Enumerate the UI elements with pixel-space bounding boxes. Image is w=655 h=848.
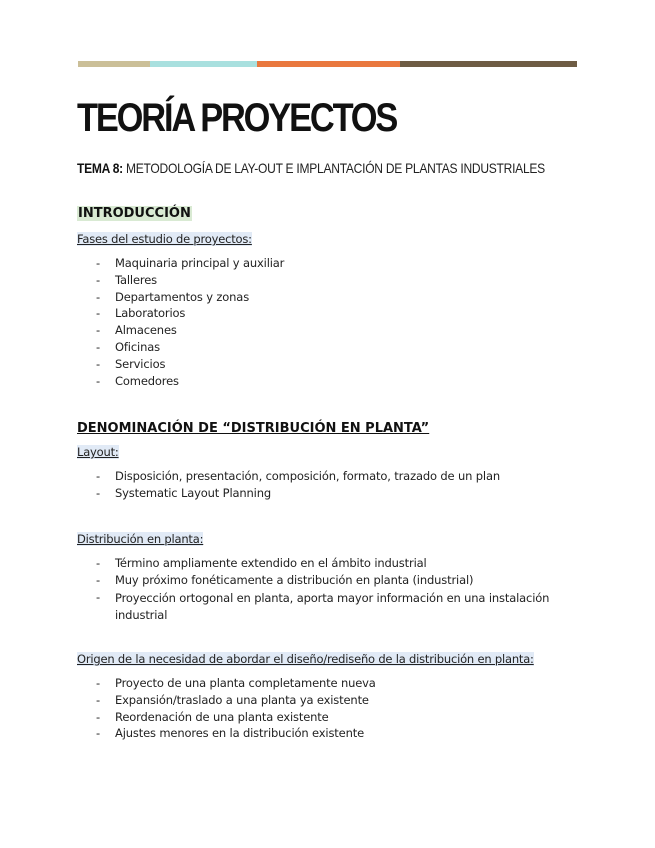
list-item: - Systematic Layout Planning [96,485,271,500]
origen-label: Origen de la necesidad de abordar el diseño/rediseño de la distribución en planta: [77,652,534,666]
color-bar-segment-1 [78,61,150,67]
list-item: - Ajustes menores en la distribución existente [96,726,365,741]
subtitle-prefix: TEMA 8: [77,160,123,176]
distribucion-list [0,556,655,624]
list-item: - Maquinaria principal y auxiliar [96,256,285,270]
distribucion-label: Distribución en planta: [77,532,204,546]
list-item: - Departamentos y zonas [96,289,250,304]
page-subtitle [77,160,545,176]
list-item: - Término ampliamente extendido en el ámbito industrial [96,556,427,570]
layout-label: Layout: [77,445,119,459]
fases-list [0,256,655,390]
intro-heading: INTRODUCCIÓN [78,206,191,221]
page-title: TEORÍA PROYECTOS [77,96,397,140]
list-item: - Muy próximo fonéticamente a distribución en planta (industrial) [96,572,474,587]
color-bar-segment-3 [257,61,400,67]
list-item: - Laboratorios [96,306,186,321]
color-bar-segment-2 [150,61,257,67]
layout-list [0,469,655,503]
list-item: - Oficinas [96,339,160,354]
list-item: - Proyecto de una planta completamente nueva [96,676,376,690]
color-bar-segment-4 [400,61,577,67]
color-bar [78,61,577,67]
list-item: - Expansión/traslado a una planta ya existente [96,692,369,707]
fases-label: Fases del estudio de proyectos: [77,232,252,246]
list-item: - Servicios [96,356,166,371]
list-item: - Disposición, presentación, composición, formato, trazado de un plan [96,469,500,483]
list-item: - Comedores [96,373,179,388]
list-item: - Reordenación de una planta existente [96,709,329,724]
denominacion-heading: DENOMINACIÓN DE “DISTRIBUCIÓN EN PLANTA” [77,421,430,436]
list-item: - Proyección ortogonal en planta, aporta mayor información en una instalación industrial [96,589,550,622]
subtitle-text: METODOLOGÍA DE LAY-OUT E IMPLANTACIÓN DE PLANTAS INDUSTRIALES [126,160,545,176]
list-item: - Almacenes [96,323,177,338]
origen-list [0,676,655,743]
list-item: - Talleres [96,272,157,287]
